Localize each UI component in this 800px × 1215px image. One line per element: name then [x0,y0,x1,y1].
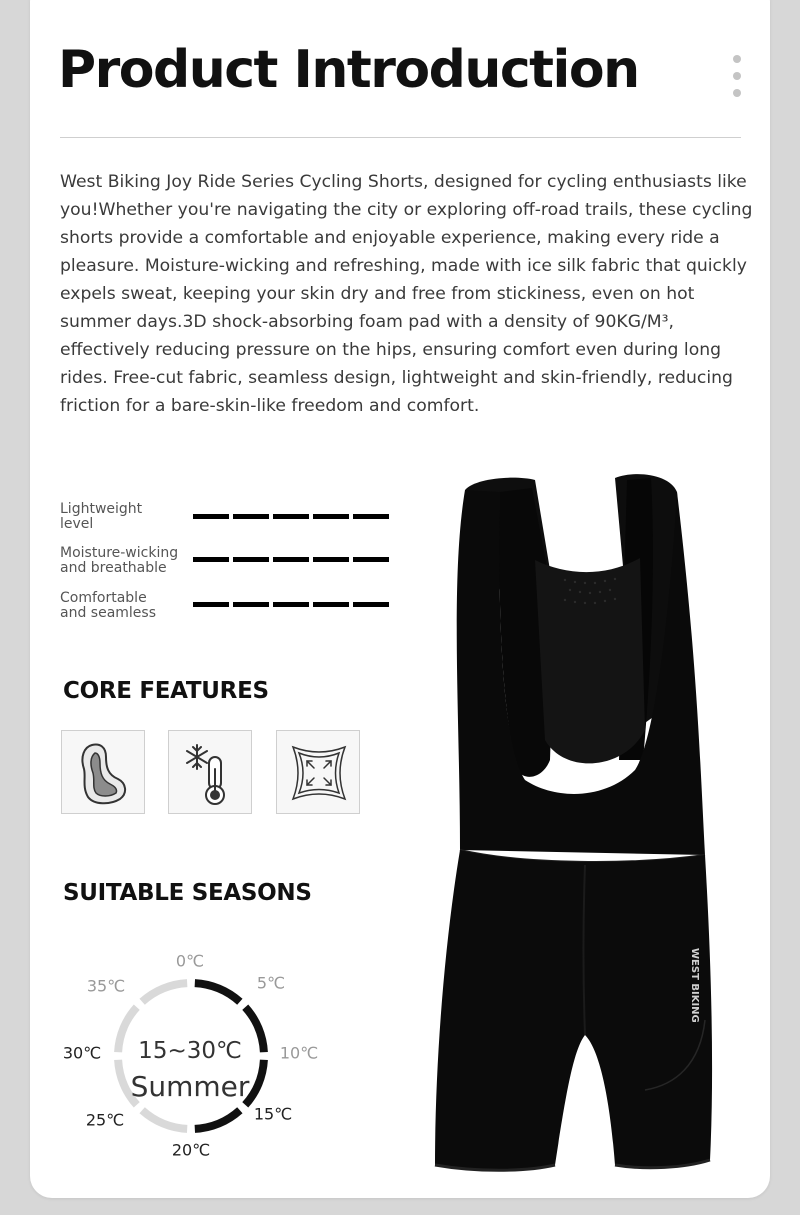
rating-bar [193,557,389,562]
rating-segment [273,514,309,519]
temp-label-10: 10℃ [279,1043,319,1063]
season-range: 15~30℃ [138,1038,242,1064]
feature-stretch [276,730,360,814]
rating-segment [193,514,229,519]
season-name: Summer [130,1070,250,1103]
temp-label-20: 20℃ [171,1140,211,1160]
temp-label-30: 30℃ [62,1043,102,1063]
rating-segment [353,557,389,562]
foam-pad-icon [62,731,146,815]
season-arc [245,1007,264,1052]
page-title: Product Introduction [58,40,639,100]
intro-paragraph: West Biking Joy Ride Series Cycling Shorts, designed for cycling enthusiasts like you!Whether you're navigating the city or exploring off-road trails, these cycling shorts provide a comfortable and enjoyable experience, making every ride a pleasure. Moisture-wicking and refreshing, made with ice silk fabric that quickly expels sweat, keeping your skin dry and free from stickiness, even on hot summer days.3D shock-absorbing foam pad with a density of 90KG/M³, effectively reducing pressure on the hips, ensuring comfort even during long rides. Free-cut fabric, seamless design, lightweight and skin-friendly, reducing friction for a bare-skin-like freedom and comfort. [60,172,753,416]
suitable-seasons-heading: SUITABLE SEASONS [63,880,312,906]
title-divider [60,137,741,138]
rating-bar [193,602,389,607]
season-arc [142,1110,187,1129]
rating-label: Lightweight level [60,501,143,532]
rating-lightweight [60,502,400,534]
rating-segment [233,602,269,607]
rating-segment [273,557,309,562]
rating-segment [353,514,389,519]
rating-segment [313,602,349,607]
feature-foam-pad [61,730,145,814]
temp-label-5: 5℃ [256,973,286,993]
brand-logo-text: WEST BIKING [689,948,700,1023]
season-arc [195,1110,240,1129]
rating-label: Moisture-wicking and breathable [60,545,179,576]
season-arc [195,983,240,1002]
season-dial [55,940,345,1170]
season-arc [142,983,187,1002]
bib-shorts-image [405,460,745,1180]
more-options-icon[interactable] [731,55,743,99]
temp-label-35: 35℃ [86,976,126,996]
rating-segment [353,602,389,607]
temp-label-25: 25℃ [85,1110,125,1130]
rating-segment [233,557,269,562]
season-arc [118,1007,137,1052]
feature-cooling [168,730,252,814]
rating-segment [273,602,309,607]
rating-label: Comfortable and seamless [60,590,157,621]
cooling-thermometer-icon [169,731,253,815]
core-features-heading: CORE FEATURES [63,678,269,704]
rating-segment [313,557,349,562]
temp-label-15: 15℃ [253,1104,293,1124]
rating-comfortable [60,591,400,623]
rating-segment [233,514,269,519]
rating-segment [313,514,349,519]
rating-segment [193,557,229,562]
rating-segment [193,602,229,607]
stretch-fabric-icon [277,731,361,815]
temp-label-0: 0℃ [175,951,205,971]
rating-moisture-wicking [60,546,400,578]
rating-bar [193,514,389,519]
